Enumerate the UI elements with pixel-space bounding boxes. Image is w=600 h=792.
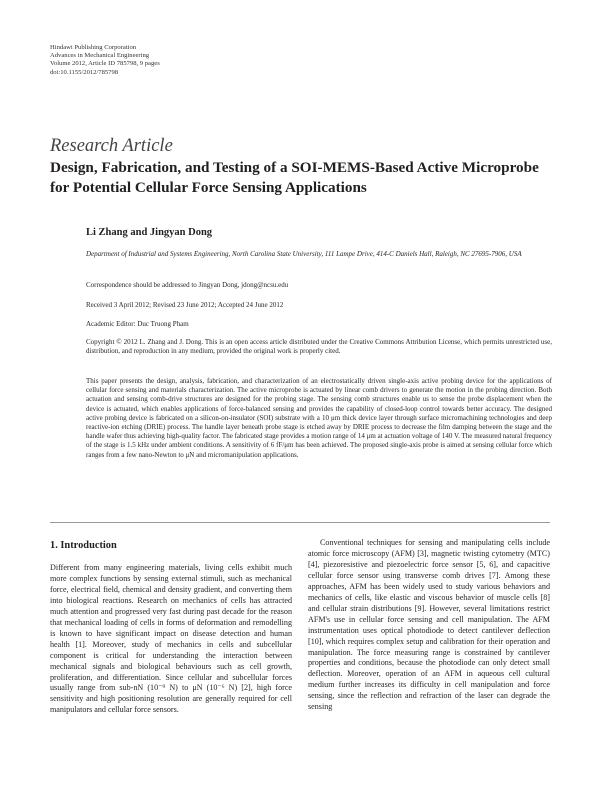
author-list: Li Zhang and Jingyan Dong [86,227,213,238]
journal-header [50,44,160,77]
volume-line: Volume 2012, Article ID 785798, 9 pages [50,60,160,68]
section-heading: 1. Introduction [50,540,117,551]
copyright-notice: Copyright © 2012 L. Zhang and J. Dong. This is an open access article distributed under the Creative Commons Attribution License, which permits unrestricted use, distribution, and reproduction in any medium, provided the original work is properly cited. [86,338,552,356]
body-column-left [50,563,292,716]
paper-title: Design, Fabrication, and Testing of a SOI-MEMS-Based Active Microprobe for Potential Cellular Force Sensing Applications [50,159,539,196]
affiliation: Department of Industrial and Systems Engineering, North Carolina State University, 111 Lampe Drive, 414-C Daniels Hall, Raleigh, NC 27695-7906, USA [86,250,522,258]
abstract: This paper presents the design, analysis, fabrication, and characterization of an electrostatically driven single-axis active probing device for the applications of cellular force sensing and materials characterization. The active microprobe is actuated by linear comb drivers to generate the motion in the probing direction. Both actuation and sensing comb-drive structures are designed for the probing stage. The sensing comb structures enable us to sense the probe displacement when the device is actuated, which enables applications of force-balanced sensing and provides the capability of closed-loop control towards better accuracy. The designed active probing device is fabricated on a silicon-on-insulator (SOI) substrate with a 10 μm thick device layer through surface micromachining technologies and deep reactive-ion etching (DRIE) process. The handle layer beneath probe stage is etched away by DRIE process to decrease the film damping between the stage and the handle wafer thus achieving high-quality factor. The fabricated stage provides a motion range of 14 μm at actuation voltage of 140 V. The measured natural frequency of the stage is 1.5 kHz under ambient conditions. A sensitivity of 6 fF/μm has been achieved. The proposed single-axis probe is aimed at sensing cellular force which ranges from a few nano-Newton to μN and micromanipulation applications. [86,377,552,459]
publisher-line: Hindawi Publishing Corporation [50,44,137,51]
intro-paragraph: Different from many engineering materials, living cells exhibit much more complex functions by sensing external stimuli, such as mechanical force, electrical field, chemical and density gradient, and converting them into biological reactions. Research on mechanics of cells has attracted much attention and progressed very fast during past decade for the reason that mechanical loading of cells in forms of deformation and remodelling is known to have significant impact on disease detection and human health [1]. Moreover, study of mechanics in cells and subcellular component is critical for understanding the interaction between mechanical signals and biological behaviours such as cell growth, proliferation, and differentiation. Since cellular and subcellular forces usually range from sub-nN (10⁻⁹ N) to μN (10⁻⁶ N) [2], high force sensitivity and high positioning resolution are generally required for cell manipulators and cellular force sensors. [50,563,292,715]
received-dates: Received 3 April 2012; Revised 23 June 2012; Accepted 24 June 2012 [86,301,284,309]
section-divider [50,522,550,523]
intro-paragraph: Conventional techniques for sensing and manipulating cells include atomic force microscopy (AFM) [3], magnetic twisting cytometry (MTC) [4], piezoresistive and piezoelectric force sensor [5, 6], and capacitive cellular force sensor using transverse comb drives [7]. Among these approaches, AFM has been widely used to study various behaviors and mechanics of cells, like elastic and viscous behavior of muscle cells [8] and cellular strain distributions [9]. However, several limitations restrict AFM's use in cellular force sensing and cell manipulation. The AFM instrumentation uses optical photodiode to detect cantilever deflection [10], which requires complex setup and calibration for their operation and manipulation. The force measuring range is constrained by cantilever properties and conditions, because the photodiode can only detect small deflection. Moreover, operation of an AFM in aqueous cell cultural medium further increases its difficulty in cell manipulation and force sensing, since the reflection and refraction of the laser can degrade the sensing [308,538,550,712]
academic-editor: Academic Editor: Duc Truong Pham [86,320,189,328]
correspondence: Correspondence should be addressed to Jingyan Dong, jdong@ncsu.edu [86,281,289,289]
journal-name: Advances in Mechanical Engineering [50,52,150,60]
doi-line: doi:10.1155/2012/785798 [50,68,119,76]
body-column-right [308,538,550,713]
article-type: Research Article [50,136,173,156]
